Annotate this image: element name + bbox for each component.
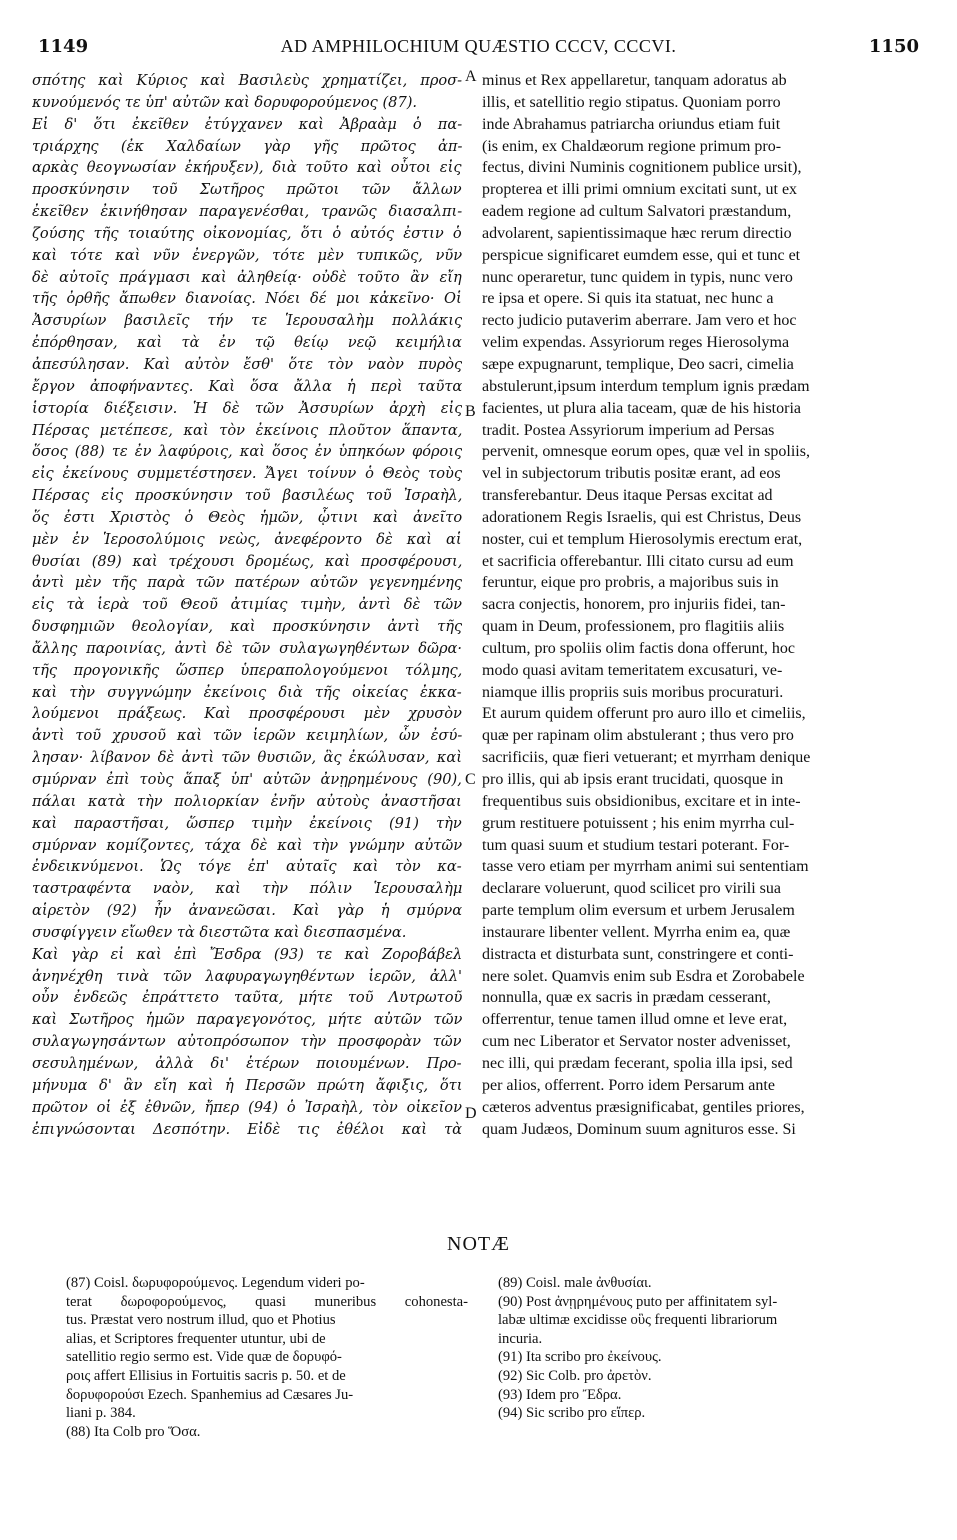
greek-text-line: Πέρσας μετέπεσε, καὶ τὸν ἐκείνοις πλοῦτον ἅπαντα,	[32, 421, 462, 439]
latin-text-line: pro illis, qui ab ipsis erant trucidati, quosque in	[482, 771, 784, 788]
greek-text-line: κυνούμενός τε ὑπ' αὐτῶν καὶ δορυφορούμενος (87).	[32, 93, 418, 111]
note-line: labæ ultimæ excidisse οὓς frequenti librariorum	[498, 1312, 778, 1329]
greek-text-line: ὅσος (88) τε ἐν λαφύροις, καὶ ὅσος ἐν ὑπηκόων φόροις	[32, 443, 462, 461]
note-line: ροις affert Ellisius in Fortuitis sacris p. 50. et de	[66, 1367, 346, 1384]
latin-text-line: cultum, pro spoliis olim factis dona offerunt, hoc	[482, 639, 795, 657]
note-line: (93) Idem pro Ἔδρα.	[498, 1386, 622, 1403]
latin-text-line: cæteros adventus præsignificabat, gentiles priores,	[482, 1098, 805, 1116]
page-header	[38, 36, 919, 60]
greek-text-line: Εἰ δ' ὅτι ἐκεῖθεν ἐτύγχανεν καὶ Ἀβραὰμ ὁ πα-	[32, 115, 462, 133]
latin-text-line: nere solet. Quamvis enim sub Esdra et Zorobabele	[482, 967, 805, 985]
greek-text-line: σμύρναν ἐπὶ τοὺς ἅπαξ ὑπ' αὐτῶν ἀνῃρημένους (90),	[32, 771, 462, 788]
greek-text-line: τῆς ὀρθῆς ἄπωθεν διανοίας. Νόει δέ μοι κἀκεῖνο· Οἱ	[32, 290, 462, 308]
latin-text-line: propterea et illi primi omnium excitati sunt, ut ex	[482, 181, 798, 199]
latin-text-line: advolarent, sapientissimaque hæc rerum directio	[482, 224, 792, 242]
latin-text-line: minus et Rex appellaretur, tanquam adoratus ab	[482, 72, 787, 89]
latin-text-line: noster, cui et templum Hierosolymis erectum erat,	[482, 530, 803, 548]
latin-text-line: feruntur, eique pro probris, a majoribus suis in	[482, 574, 779, 592]
latin-text-line: abstulerunt,ipsum interdum templum ignis prædam	[482, 377, 810, 395]
section-marker-b: B	[465, 403, 476, 420]
page-number-right: 1150	[868, 36, 919, 57]
greek-text-line: μὲν ἐν Ἱεροσολύμοις νεὼς, ἀνεφέροντο δὲ καὶ αἱ	[32, 530, 462, 548]
page-number-left: 1149	[38, 36, 89, 57]
latin-text-line: tradit. Postea Assyriorum imperium ad Persas	[482, 421, 775, 439]
latin-text-line: eadem regione ad cultum Salvatori præstandum,	[482, 203, 792, 221]
greek-text-line: καὶ Σωτῆρος ἡμῶν παραγεγονότος, μήτε αὐτῶν τῶν	[32, 1011, 462, 1029]
greek-text-line: θυσίαι (89) καὶ τρέχουσι δρομέως, καὶ προσφέρουσι,	[32, 552, 462, 570]
section-marker-a: A	[465, 68, 477, 85]
latin-text-line: et sacrificia offerebantur. Illi citato cursu ad eum	[482, 552, 794, 570]
latin-text-line: instaurare libenter vellent. Myrrha enim ea, quæ	[482, 923, 791, 941]
latin-text-line: quæ per rapinam olim abstulerant ; thus vero pro	[482, 727, 794, 745]
greek-text-line: σπότης καὶ Κύριος καὶ Βασιλεὺς χρηματίζει, προσ-	[32, 72, 462, 89]
note-line: (88) Ita Colb pro Ὅσα.	[66, 1423, 201, 1440]
greek-text-line: αἱρετὸν (92) ἦν ἀνανεῶσαι. Καὶ γὰρ ἡ σμύρνα	[32, 902, 462, 920]
notes-left-column	[66, 1274, 468, 1441]
note-line: liani p. 384.	[66, 1405, 136, 1422]
latin-text-line: re ipsa et opere. Si quis ita statuat, nec hunc a	[482, 290, 774, 308]
greek-text-line: καὶ τὴν συγγνώμην ἐκείνοις διὰ τῆς οἰκείας ἐκκα-	[32, 683, 462, 701]
greek-text-line: ἀντὶ μὲν τῆς παρὰ τῶν πατέρων αὐτῶν γεγενημένης	[32, 574, 462, 592]
greek-text-line: πρῶτον οἱ ἐξ ἐθνῶν, ἤπερ (94) ὁ Ἰσραὴλ, τὸν οἰκεῖον	[32, 1098, 462, 1116]
latin-text-line: (is enim, ex Chaldæorum regione primum pro-	[482, 137, 782, 155]
latin-text-line: transferebantur. Deus itaque Persas excitat ad	[482, 487, 773, 505]
greek-text-line: ταστραφέντα ναὸν, καὶ τὴν πόλιν Ἱερουσαλὴμ	[32, 880, 462, 898]
note-line: (87) Coisl. δωρυφορούμενος. Legendum videri po-	[66, 1275, 365, 1291]
note-line: (90) Post ἀνῃρημένους puto per affinitatem syl-	[498, 1293, 778, 1310]
latin-text-line: nunc operaretur, tunc quidem in typis, nunc vero	[482, 268, 793, 286]
note-line: (92) Sic Colb. pro ἀρετὸν.	[498, 1367, 652, 1384]
greek-text-line: πάλαι κατὰ τὴν πολιορκίαν ἐνῆν αὐτοὺς ἀναστῆσαι	[32, 792, 462, 810]
greek-text-line: ζούσης τῆς τοιαύτης οἰκονομίας, ὅτι ὁ αὐτός ἐστιν ὁ	[32, 224, 462, 242]
greek-text-line: λησαν· λίβανον δὲ ἀντὶ τῶν θυσιῶν, ἃς ἐκώλυσαν, καὶ	[32, 749, 462, 767]
latin-text-line: frequentibus suis obsidionibus, excitare et in inte-	[482, 792, 801, 810]
latin-text-line: Et aurum quidem offerunt pro auro illo et cimeliis,	[482, 705, 806, 723]
latin-text-line: recto judicio putaverim aberrare. Jam vero et hoc	[482, 312, 797, 330]
latin-text-line: velim expendas. Assyriorum reges Hierosolyma	[482, 334, 790, 352]
latin-text-line: nec illi, qui prædam fecerant, spolia illa ipsi, sed	[482, 1054, 793, 1072]
greek-text-line: εἰς ἐκείνους συμμετέστησεν. Ἄγει τοίνυν ὁ Θεὸς τοὺς	[32, 465, 462, 483]
greek-text-line: συσφίγγειν εἴωθεν τὰ διεστῶτα καὶ διεσπασμένα.	[32, 923, 407, 941]
latin-text-line: sæpe expugnarunt, templique, Deo sacri, cimelia	[482, 355, 794, 373]
greek-text-line: ὅς ἐστι Χριστὸς ὁ Θεὸς ἡμῶν, ᾧτινι καὶ ἀνεῖτο	[32, 508, 462, 526]
greek-text-line: καὶ παραστῆσαι, ὥσπερ τιμὴν ἐκείνοις (91) τὴν	[32, 814, 462, 832]
latin-text-line: vel in subjectorum tributis positæ erant, ad eos	[482, 465, 781, 483]
latin-text-line: perspicue significaret eumdem esse, qui et tunc et	[482, 246, 801, 264]
greek-text-line: καὶ τότε καὶ νῦν ἐνεργῶν, τότε μὲν τυπικῶς, νῦν	[32, 246, 462, 264]
note-line: satellitio regio sermo est. Vide quæ de δορυφό-	[66, 1349, 342, 1366]
note-line: incuria.	[498, 1330, 543, 1347]
greek-text-line: ἐπιγνώσονται Δεσπότην. Εἰδὲ τις ἐθέλοι καὶ τὰ	[32, 1120, 462, 1138]
note-line: tus. Præstat vero nostrum illud, quo et Photius	[66, 1312, 336, 1329]
latin-text-line: illis, et satellitio regio stipatus. Quoniam porro	[482, 93, 781, 111]
latin-text-line: modo quasi avitam temeritatem excusaturi, ve-	[482, 661, 783, 679]
greek-text-line: σεσυλημένων, ἀλλὰ δι' ἑτέρων ποιουμένων. Προ-	[32, 1054, 462, 1072]
greek-text-line: ἱστορία διέξεισιν. Ἡ δὲ τῶν Ἀσσυρίων ἀρχὴ εἰς	[32, 399, 462, 417]
latin-text-line: parte templum olim eversum et urbem Jerusalem	[482, 902, 795, 920]
latin-text-line: tasse vero etiam per myrrham animi sui sententiam	[482, 858, 809, 876]
greek-text-line: τῆς προγονικῆς ὥσπερ ὑπεραπολογούμενοι τόλμης,	[32, 661, 462, 679]
latin-text-line: offerrentur, tenue tamen illud omne et leve erat,	[482, 1011, 788, 1029]
latin-text-line: quam in Deum, professionem, pro flagitiis aliis	[482, 618, 785, 636]
latin-text-column	[482, 70, 920, 1140]
latin-text-line: grum restituere potuissent ; his enim myrrha cul-	[482, 814, 795, 832]
notes-right-column	[498, 1274, 908, 1423]
latin-text-line: cum nec Liberator et Servator noster advenisset,	[482, 1033, 791, 1051]
latin-text-line: distracta et disturbata sunt, constringere et conti-	[482, 945, 794, 963]
greek-text-line: αρκὰς θεογνωσίαν ἐκήρυξεν), διὰ τοῦτο καὶ οὗτοι εἰς	[32, 159, 462, 177]
greek-text-line: ἔργον ἀποφήναντες. Καὶ ὅσα ἄλλα ἡ περὶ ταῦτα	[32, 377, 462, 395]
latin-text-line: adorationem Regis Israelis, qui est Christus, Deus	[482, 508, 802, 526]
running-title: AD AMPHILOCHIUM QUÆSTIO CCCV, CCCVI.	[280, 36, 677, 56]
greek-text-line: Ἀσσυρίων βασιλεῖς τήν τε Ἱερουσαλὴμ πολλάκις	[32, 312, 462, 330]
note-line: terat δωροφορούμενος, quasi muneribus cohonesta-	[66, 1293, 468, 1310]
note-line: (94) Sic scribo pro εἴπερ.	[498, 1405, 646, 1422]
greek-text-line: οὖν ἐνδεῶς ἐπράττετο ταῦτα, μήτε τοῦ Λυτρωτοῦ	[32, 989, 462, 1007]
greek-text-line: ἐνδεικνύμενοι. Ὡς τόγε ἐπ' αὐταῖς καὶ τὸν κα-	[32, 858, 462, 876]
latin-text-line: per alios, offerrent. Porro idem Persarum ante	[482, 1076, 775, 1094]
greek-text-line: ἀνηνέχθη τινὰ τῶν λαφυραγωγηθέντων ἱερῶν, ἀλλ'	[32, 967, 462, 985]
greek-text-line: ἀπεσύλησαν. Καὶ αὐτὸν ἔσθ' ὅτε τὸν ναὸν πυρὸς	[32, 355, 462, 373]
greek-text-line: λούμενοι πράξεως. Καὶ προσφέρουσι μὲν χρυσὸν	[32, 705, 462, 723]
latin-text-line: sacra conjectis, honorem, pro injuriis fidei, tan-	[482, 596, 786, 614]
note-line: (91) Ita scribo pro ἐκείνους.	[498, 1349, 662, 1366]
greek-text-line: ἐκεῖθεν ἐκινήθησαν παραγενέσθαι, τρανῶς διασαλπι-	[32, 203, 462, 221]
notes-heading: NOTÆ	[447, 1233, 510, 1255]
section-marker-c: C	[465, 771, 476, 788]
latin-text-line: pervenit, omnesque eorum opes, quæ vel in spoliis,	[482, 443, 810, 461]
greek-text-line: προσκύνησιν τοῦ Σωτῆρος πρῶτοι τῶν ἄλλων	[32, 181, 462, 199]
note-line: alias, et Scriptores frequenter utuntur, ubi de	[66, 1330, 326, 1347]
latin-text-line: nonnulla, quæ ex sacris in prædam cesserant,	[482, 989, 771, 1007]
greek-text-line: σμύρναν κομίζοντες, τάχα δὲ καὶ τὴν γνώμην αὐτῶν	[32, 836, 462, 854]
greek-text-line: ἐπόρθησαν, καὶ τὰ ἐν τῷ θείῳ νεῷ κειμήλια	[32, 334, 462, 352]
greek-text-column	[32, 70, 462, 1140]
note-line: δορυφορούσι Ezech. Spanhemius ad Cæsares Ju-	[66, 1386, 354, 1403]
greek-text-line: δυσφημιῶν θεολογίαν, καὶ προσκύνησιν ἀντὶ τῆς	[32, 618, 462, 636]
greek-text-line: μήνυμα δ' ἂν εἴη καὶ ἡ Περσῶν πρώτη ἄφιξις, ὅτι	[32, 1076, 462, 1094]
greek-text-line: ἀντὶ τοῦ χρυσοῦ καὶ τῶν ἱερῶν κειμηλίων, ὧν ἐσύ-	[32, 727, 462, 745]
latin-text-line: fectus, divini Numinis cognitionem publice ursit),	[482, 159, 802, 177]
latin-text-line: tum quasi suum et studium testari poterant. For-	[482, 836, 790, 854]
greek-text-line: δὲ αὐτοῖς πράγμασι καὶ ἀληθείᾳ· οὐδὲ τοῦτο ἂν εἴη	[32, 268, 462, 286]
greek-text-line: ἄλλης παροινίας, ἀντὶ δὲ τῶν συλαγωγηθέντων δῶρα·	[32, 639, 462, 657]
latin-text-line: sacrificiis, quæ fieri vetuerant; et myrrham denique	[482, 749, 811, 767]
latin-text-line: quam Judæos, Dominum suum agnituros esse. Si	[482, 1120, 796, 1138]
latin-text-line: inde Abrahamus patriarcha oriundus etiam fuit	[482, 115, 781, 133]
greek-text-line: συλαγωγησάντων αὐτοπρόσωπον τὴν προσφορὰν τῶν	[32, 1033, 462, 1051]
greek-text-line: εἰς τὰ ἱερὰ τοῦ Θεοῦ ἀτιμίας τιμὴν, ἀντὶ δὲ τῶν	[32, 596, 462, 614]
latin-text-line: niamque illis propriis suis moribus procuraturi.	[482, 683, 784, 701]
section-marker-d: D	[465, 1105, 477, 1122]
greek-text-line: τριάρχης (ἐκ Χαλδαίων γὰρ γῆς πρῶτος ἀπ-	[32, 137, 462, 155]
latin-text-line: declarare voluerunt, quod scilicet pro virili sua	[482, 880, 782, 898]
note-line: (89) Coisl. male ἀνθυσίαι.	[498, 1275, 652, 1291]
latin-text-line: facientes, ut plura alia taceam, quæ de his historia	[482, 399, 801, 417]
greek-text-line: Πέρσας εἰς προσκύνησιν τοῦ βασιλέως τοῦ Ἰσραὴλ,	[32, 487, 462, 505]
greek-text-line: Καὶ γὰρ εἰ καὶ ἐπὶ Ἔσδρα (93) τε καὶ Ζοροβάβελ	[32, 945, 462, 963]
